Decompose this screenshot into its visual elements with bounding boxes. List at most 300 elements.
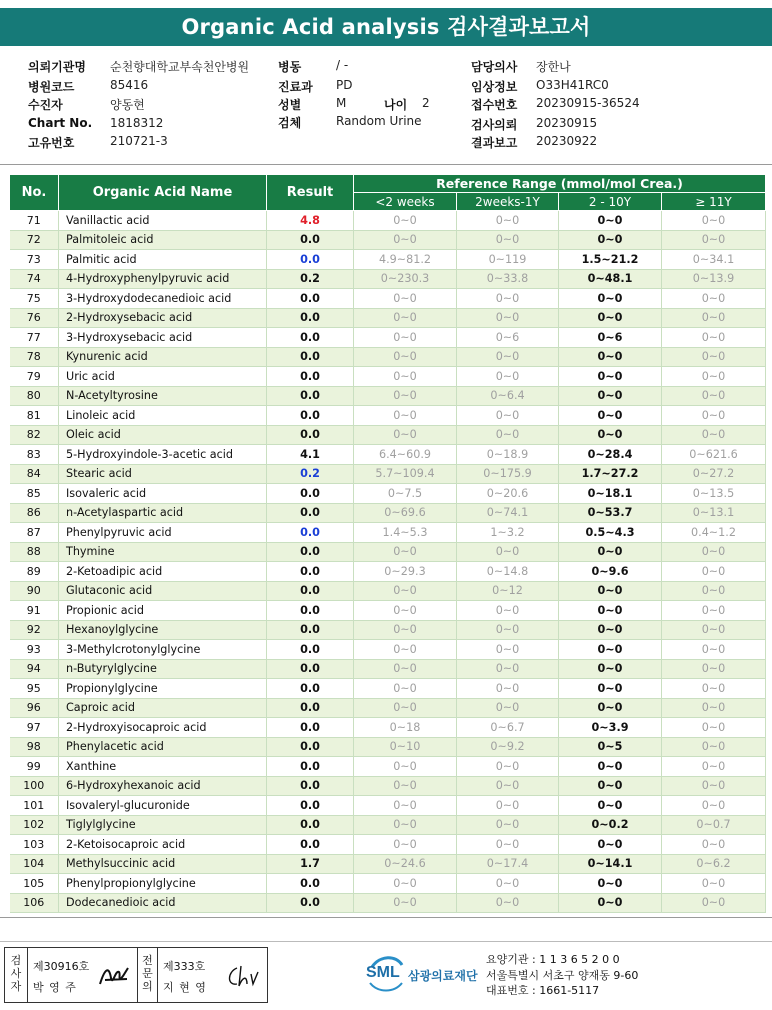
range-11y-plus: 0~0 [662,659,766,679]
range-11y-plus: 0~0.7 [662,815,766,835]
hospital-label: 의뢰기관명 [28,60,86,74]
range-2weeks-1y: 0~6.7 [457,718,559,738]
request-value: 20230915 [536,116,598,130]
table-row [10,581,766,601]
range-2-10y: 1.5~21.2 [559,250,662,270]
range-2-10y: 1.7~27.2 [559,464,662,484]
table-row [10,230,766,250]
table-row [10,484,766,504]
signature-box [4,947,268,1003]
range-11y-plus: 0~0 [662,367,766,387]
table-row [10,601,766,621]
range-under-2-weeks: 0~0 [354,367,457,387]
range-2-10y: 0~0 [559,406,662,426]
acid-name: n-Acetylaspartic acid [59,503,267,523]
range-2-10y: 0~0 [559,308,662,328]
table-row [10,718,766,738]
range-2-10y: 0~0 [559,211,662,231]
result-value: 0.0 [267,386,354,406]
range-2weeks-1y: 0~6.4 [457,386,559,406]
range-11y-plus: 0~0 [662,542,766,562]
subheader-2weeks-1y: 2weeks-1Y [457,193,559,211]
report-date-value: 20230922 [536,134,598,148]
results-table [9,174,766,913]
range-under-2-weeks: 0~0 [354,815,457,835]
result-value: 0.2 [267,269,354,289]
range-2weeks-1y: 0~0 [457,640,559,660]
range-2weeks-1y: 0~119 [457,250,559,270]
range-2-10y: 0~0 [559,893,662,913]
subheader-under-2-weeks: <2 weeks [354,193,457,211]
result-value: 0.0 [267,893,354,913]
footer-divider [0,941,772,942]
table-row [10,425,766,445]
table-row [10,289,766,309]
acid-name: 2-Hydroxysebacic acid [59,308,267,328]
row-number: 87 [10,523,59,543]
range-2-10y: 0~0 [559,640,662,660]
header-reference: Reference Range (mmol/mol Crea.) [354,175,766,193]
row-number: 79 [10,367,59,387]
range-under-2-weeks: 5.7~109.4 [354,464,457,484]
range-2-10y: 0~0 [559,776,662,796]
acid-name: Dodecanedioic acid [59,893,267,913]
range-11y-plus: 0~0 [662,874,766,894]
range-2weeks-1y: 0~6 [457,328,559,348]
row-number: 91 [10,601,59,621]
table-row [10,328,766,348]
row-number: 72 [10,230,59,250]
range-11y-plus: 0~0 [662,757,766,777]
range-11y-plus: 0~0 [662,737,766,757]
row-number: 86 [10,503,59,523]
range-under-2-weeks: 0~0 [354,386,457,406]
range-11y-plus: 0~0 [662,406,766,426]
acid-name: Tiglylglycine [59,815,267,835]
range-under-2-weeks: 0~0 [354,698,457,718]
range-under-2-weeks: 0~0 [354,640,457,660]
acid-name: 3-Hydroxydodecanedioic acid [59,289,267,309]
result-value: 0.0 [267,659,354,679]
range-2-10y: 0~3.9 [559,718,662,738]
address: 서울특별시 서초구 양재동 9-60 [486,968,639,982]
sig2-name: 지 현 영 [163,981,207,994]
acid-name: 4-Hydroxyphenylpyruvic acid [59,269,267,289]
range-2-10y: 0~0.2 [559,815,662,835]
footer [0,943,772,1010]
table-row [10,893,766,913]
range-2weeks-1y: 0~74.1 [457,503,559,523]
result-value: 0.0 [267,737,354,757]
range-11y-plus: 0~0 [662,289,766,309]
row-number: 93 [10,640,59,660]
acid-name: Oleic acid [59,425,267,445]
row-number: 96 [10,698,59,718]
acid-name: n-Butyrylglycine [59,659,267,679]
row-number: 97 [10,718,59,738]
row-number: 77 [10,328,59,348]
acid-name: 2-Ketoadipic acid [59,562,267,582]
result-value: 0.0 [267,601,354,621]
range-11y-plus: 0~0 [662,211,766,231]
range-2weeks-1y: 0~0 [457,308,559,328]
sig1-role: 검 사 자 [10,954,22,993]
range-11y-plus: 0~0 [662,776,766,796]
table-row [10,250,766,270]
range-2-10y: 0~0 [559,289,662,309]
result-value: 0.0 [267,620,354,640]
range-under-2-weeks: 0~0 [354,211,457,231]
result-value: 4.1 [267,445,354,465]
acid-name: Caproic acid [59,698,267,718]
range-under-2-weeks: 4.9~81.2 [354,250,457,270]
range-2weeks-1y: 0~17.4 [457,854,559,874]
patient-info [0,52,772,164]
range-under-2-weeks: 0~0 [354,328,457,348]
range-2-10y: 0~0 [559,757,662,777]
range-11y-plus: 0~6.2 [662,854,766,874]
range-2-10y: 0~0 [559,425,662,445]
acid-name: Phenylpropionylglycine [59,874,267,894]
result-value: 0.0 [267,581,354,601]
range-under-2-weeks: 0~0 [354,347,457,367]
range-2weeks-1y: 0~0 [457,776,559,796]
acid-name: Hexanoylglycine [59,620,267,640]
code-label: 병원코드 [28,80,75,94]
acid-name: Methylsuccinic acid [59,854,267,874]
range-11y-plus: 0~0 [662,562,766,582]
range-11y-plus: 0~0 [662,718,766,738]
acid-name: Propionylglycine [59,679,267,699]
table-row [10,874,766,894]
row-number: 100 [10,776,59,796]
code-value: 85416 [110,78,149,92]
result-value: 0.0 [267,250,354,270]
range-2-10y: 0~6 [559,328,662,348]
range-11y-plus: 0~13.5 [662,484,766,504]
logo-text: SML [366,964,400,981]
result-value: 0.0 [267,503,354,523]
range-11y-plus: 0~0 [662,640,766,660]
row-number: 106 [10,893,59,913]
table-row [10,269,766,289]
row-number: 104 [10,854,59,874]
range-under-2-weeks: 0~0 [354,776,457,796]
range-2-10y: 0~14.1 [559,854,662,874]
acid-name: 5-Hydroxyindole-3-acetic acid [59,445,267,465]
range-11y-plus: 0~27.2 [662,464,766,484]
range-under-2-weeks: 1.4~5.3 [354,523,457,543]
range-2weeks-1y: 0~33.8 [457,269,559,289]
ward-value: / - [336,58,349,72]
subheader-11y-plus: ≥ 11Y [662,193,766,211]
row-number: 103 [10,835,59,855]
range-2-10y: 0~0 [559,581,662,601]
table-row [10,562,766,582]
range-under-2-weeks: 0~0 [354,679,457,699]
range-under-2-weeks: 0~0 [354,620,457,640]
range-under-2-weeks: 0~0 [354,874,457,894]
range-under-2-weeks: 0~24.6 [354,854,457,874]
range-2-10y: 0.5~4.3 [559,523,662,543]
range-11y-plus: 0~0 [662,425,766,445]
row-number: 105 [10,874,59,894]
acid-name: 3-Methylcrotonylglycine [59,640,267,660]
row-number: 74 [10,269,59,289]
range-under-2-weeks: 0~7.5 [354,484,457,504]
institution-code: 요양기관 : 1 1 3 6 5 2 0 0 [486,953,620,966]
range-11y-plus: 0~0 [662,796,766,816]
range-2-10y: 0~18.1 [559,484,662,504]
range-under-2-weeks: 0~0 [354,835,457,855]
result-value: 0.0 [267,815,354,835]
sig2-role: 전 문 의 [142,954,153,993]
range-under-2-weeks: 0~29.3 [354,562,457,582]
acid-name: 3-Hydroxysebacic acid [59,328,267,348]
unique-value: 210721-3 [110,134,168,148]
age-value: 2 [422,96,430,110]
range-11y-plus: 0~0 [662,347,766,367]
receipt-label: 접수번호 [471,98,518,112]
range-2-10y: 0~5 [559,737,662,757]
range-2weeks-1y: 0~0 [457,796,559,816]
divider [0,164,772,165]
result-value: 0.0 [267,406,354,426]
result-value: 0.0 [267,718,354,738]
result-value: 0.0 [267,308,354,328]
range-2-10y: 0~28.4 [559,445,662,465]
header-result: Result [267,175,354,211]
result-value: 1.7 [267,854,354,874]
acid-name: Palmitoleic acid [59,230,267,250]
result-value: 0.2 [267,464,354,484]
range-under-2-weeks: 0~69.6 [354,503,457,523]
acid-name: Linoleic acid [59,406,267,426]
table-row [10,464,766,484]
range-under-2-weeks: 0~0 [354,601,457,621]
table-row [10,406,766,426]
table-row [10,211,766,231]
range-under-2-weeks: 0~0 [354,308,457,328]
range-2weeks-1y: 0~0 [457,815,559,835]
hospital-value: 순천향대학교부속천안병원 [110,60,250,74]
patient-label: 수진자 [28,98,63,112]
acid-name: Isovaleryl-glucuronide [59,796,267,816]
clinical-value: O33H41RC0 [536,78,609,92]
row-number: 82 [10,425,59,445]
range-2weeks-1y: 0~0 [457,893,559,913]
range-2-10y: 0~0 [559,347,662,367]
range-under-2-weeks: 0~0 [354,425,457,445]
table-row [10,815,766,835]
clinical-label: 임상정보 [471,80,518,94]
acid-name: Propionic acid [59,601,267,621]
range-2weeks-1y: 0~18.9 [457,445,559,465]
header-no: No. [10,175,59,211]
ward-label: 병동 [278,60,302,74]
result-value: 0.0 [267,640,354,660]
acid-name: Palmitic acid [59,250,267,270]
range-under-2-weeks: 0~0 [354,893,457,913]
range-under-2-weeks: 0~0 [354,659,457,679]
table-row [10,854,766,874]
range-11y-plus: 0~621.6 [662,445,766,465]
range-2weeks-1y: 0~9.2 [457,737,559,757]
range-under-2-weeks: 0~0 [354,230,457,250]
dept-value: PD [336,78,353,92]
acid-name: 2-Hydroxyisocaproic acid [59,718,267,738]
table-row [10,679,766,699]
range-under-2-weeks: 0~0 [354,581,457,601]
range-2weeks-1y: 0~0 [457,659,559,679]
patient-value: 양동현 [110,98,145,112]
sig2-license: 제333호 [163,960,206,973]
range-2-10y: 0~0 [559,796,662,816]
row-number: 94 [10,659,59,679]
range-under-2-weeks: 0~230.3 [354,269,457,289]
report-title: Organic Acid analysis 검사결과보고서 [0,8,772,46]
range-2weeks-1y: 0~175.9 [457,464,559,484]
result-value: 0.0 [267,367,354,387]
acid-name: N-Acetyltyrosine [59,386,267,406]
range-2-10y: 0~0 [559,874,662,894]
range-2-10y: 0~0 [559,386,662,406]
range-2weeks-1y: 0~0 [457,620,559,640]
request-label: 검사의뢰 [471,118,518,132]
acid-name: Phenylpyruvic acid [59,523,267,543]
header-name: Organic Acid Name [59,175,267,211]
range-2-10y: 0~0 [559,679,662,699]
range-11y-plus: 0~0 [662,328,766,348]
range-11y-plus: 0~0 [662,620,766,640]
acid-name: 6-Hydroxyhexanoic acid [59,776,267,796]
range-11y-plus: 0~0 [662,835,766,855]
table-row [10,796,766,816]
range-2weeks-1y: 0~0 [457,874,559,894]
range-2-10y: 0~9.6 [559,562,662,582]
row-number: 98 [10,737,59,757]
range-2-10y: 0~0 [559,542,662,562]
result-value: 0.0 [267,776,354,796]
range-2-10y: 0~0 [559,620,662,640]
row-number: 81 [10,406,59,426]
row-number: 71 [10,211,59,231]
range-11y-plus: 0~13.9 [662,269,766,289]
acid-name: Vanillactic acid [59,211,267,231]
result-value: 0.0 [267,679,354,699]
range-2weeks-1y: 0~0 [457,542,559,562]
table-row [10,659,766,679]
table-row [10,367,766,387]
range-11y-plus: 0~0 [662,698,766,718]
row-number: 99 [10,757,59,777]
specimen-label: 검체 [278,116,302,130]
range-2-10y: 0~48.1 [559,269,662,289]
row-number: 101 [10,796,59,816]
table-row [10,308,766,328]
range-2-10y: 0~0 [559,367,662,387]
table-row [10,386,766,406]
row-number: 83 [10,445,59,465]
acid-name: Xanthine [59,757,267,777]
result-value: 0.0 [267,523,354,543]
acid-name: Glutaconic acid [59,581,267,601]
table-row [10,347,766,367]
doctor-label: 담당의사 [471,60,518,74]
result-value: 0.0 [267,425,354,445]
table-row [10,523,766,543]
row-number: 102 [10,815,59,835]
range-2weeks-1y: 0~0 [457,347,559,367]
row-number: 89 [10,562,59,582]
chart-value: 1818312 [110,116,164,130]
phone: 대표번호 : 1661-5117 [486,984,600,997]
range-under-2-weeks: 0~18 [354,718,457,738]
receipt-value: 20230915-36524 [536,96,640,110]
range-2weeks-1y: 0~0 [457,679,559,699]
acid-name: Uric acid [59,367,267,387]
range-under-2-weeks: 0~0 [354,406,457,426]
acid-name: Phenylacetic acid [59,737,267,757]
result-value: 0.0 [267,230,354,250]
range-11y-plus: 0~34.1 [662,250,766,270]
table-row [10,835,766,855]
range-2weeks-1y: 1~3.2 [457,523,559,543]
range-2weeks-1y: 0~0 [457,289,559,309]
range-under-2-weeks: 0~0 [354,796,457,816]
row-number: 76 [10,308,59,328]
signature-2-icon [225,962,261,990]
result-value: 0.0 [267,562,354,582]
acid-name: Thymine [59,542,267,562]
specimen-value: Random Urine [336,114,422,128]
range-2weeks-1y: 0~14.8 [457,562,559,582]
row-number: 75 [10,289,59,309]
range-under-2-weeks: 0~0 [354,289,457,309]
result-value: 0.0 [267,484,354,504]
result-value: 0.0 [267,757,354,777]
range-2-10y: 0~0 [559,230,662,250]
range-11y-plus: 0~0 [662,308,766,328]
range-11y-plus: 0~13.1 [662,503,766,523]
result-value: 4.8 [267,211,354,231]
range-under-2-weeks: 0~10 [354,737,457,757]
acid-name: Isovaleric acid [59,484,267,504]
result-value: 0.0 [267,347,354,367]
signature-1-icon [97,962,131,990]
range-2weeks-1y: 0~12 [457,581,559,601]
result-value: 0.0 [267,328,354,348]
range-2-10y: 0~53.7 [559,503,662,523]
range-2-10y: 0~0 [559,601,662,621]
range-under-2-weeks: 0~0 [354,757,457,777]
result-value: 0.0 [267,542,354,562]
acid-name: Stearic acid [59,464,267,484]
range-2weeks-1y: 0~0 [457,698,559,718]
chart-label: Chart No. [28,116,93,130]
result-value: 0.0 [267,289,354,309]
range-2-10y: 0~0 [559,698,662,718]
company-name: 삼광의료재단 [408,969,478,983]
address-block [486,952,638,999]
dept-label: 진료과 [278,80,313,94]
range-2weeks-1y: 0~0 [457,601,559,621]
result-value: 0.0 [267,796,354,816]
bottom-divider [0,917,772,918]
row-number: 78 [10,347,59,367]
range-2weeks-1y: 0~0 [457,367,559,387]
range-2weeks-1y: 0~0 [457,406,559,426]
